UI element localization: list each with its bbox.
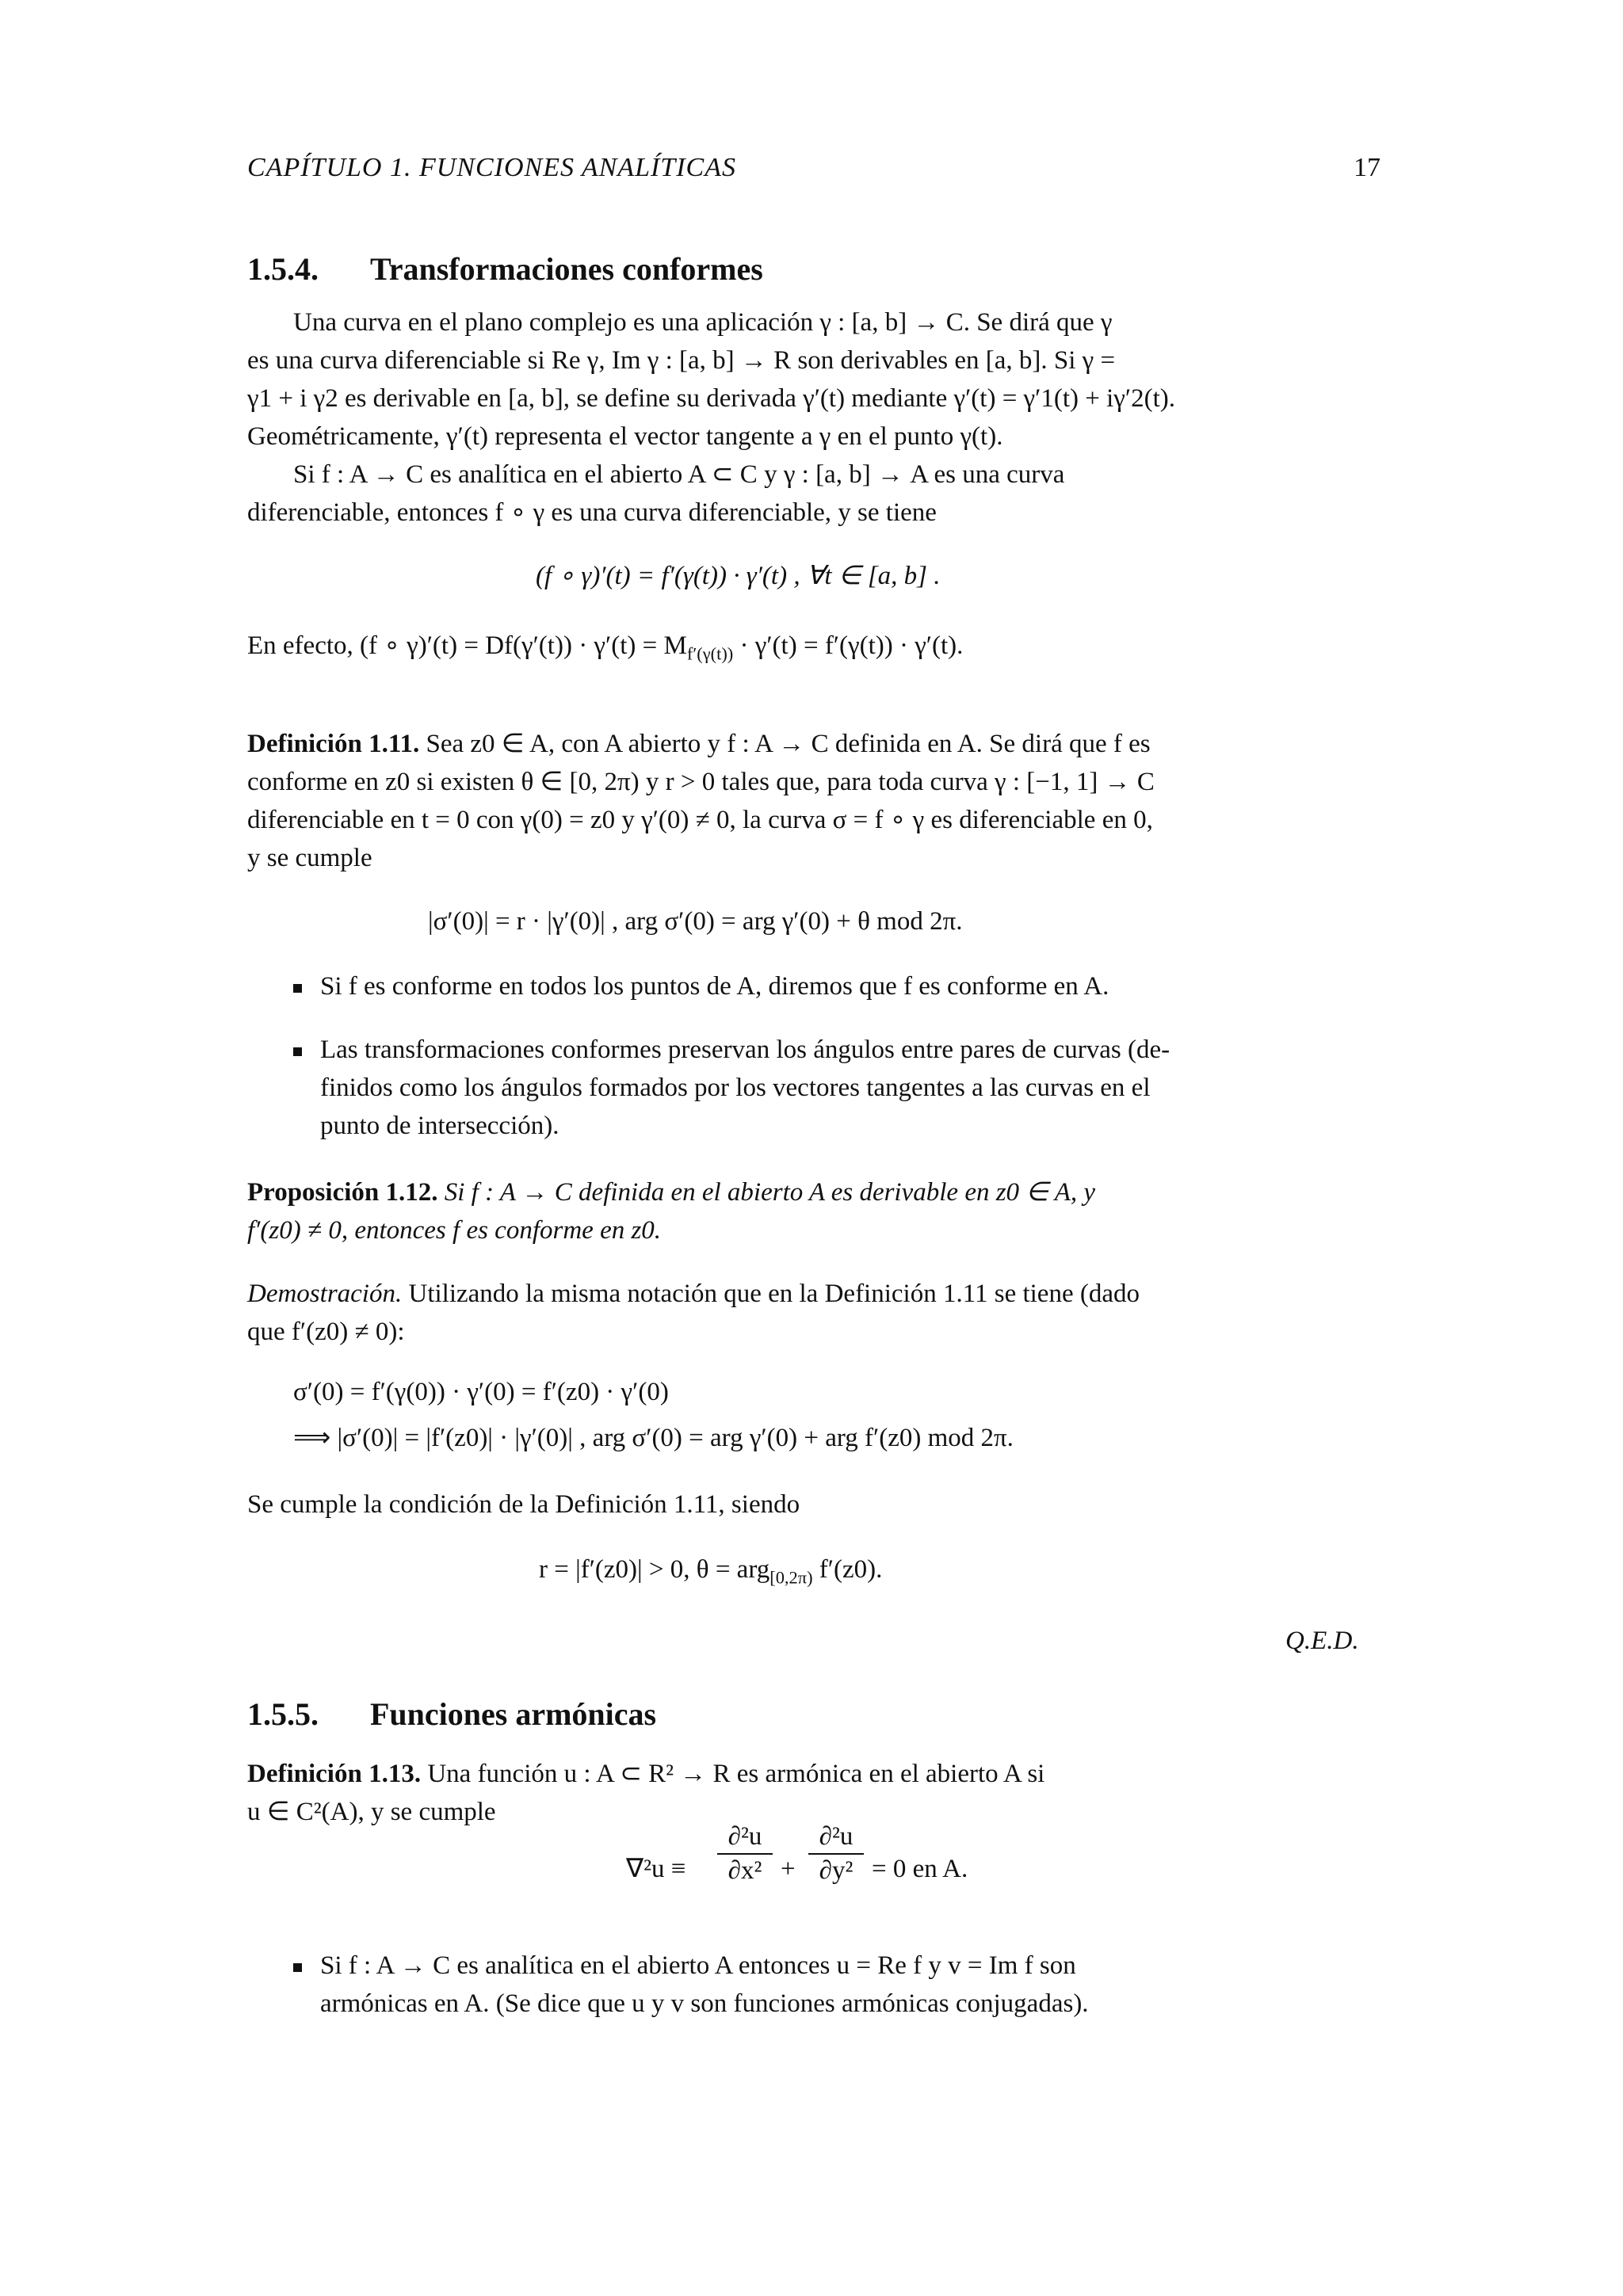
fraction-bar xyxy=(717,1853,773,1855)
proof-line: que f′(z0) ≠ 0): xyxy=(247,1318,405,1346)
section-title: Transformaciones conformes xyxy=(370,251,763,287)
fraction xyxy=(808,1822,864,1886)
equation-text: · γ′(t) = f′(γ(t)) · γ′(t). xyxy=(733,631,964,660)
definition-line: u ∈ C²(A), y se cumple xyxy=(247,1798,496,1826)
bullet-text: punto de intersección). xyxy=(320,1112,559,1140)
definition-line: diferenciable en t = 0 con γ(0) = z0 y γ′(0) ≠ 0, la curva σ = f ∘ γ es diferenciable en 0, xyxy=(247,806,1153,834)
proof-label: Demostración. xyxy=(247,1280,403,1308)
paragraph-line: γ1 + i γ2 es derivable en [a, b], se define su derivada γ′(t) mediante γ′(t) = γ′1(t) + iγ′2(t). xyxy=(247,384,1175,413)
equation-line xyxy=(247,631,963,662)
equation-subscript: [0,2π) xyxy=(769,1567,813,1588)
proof-equation: ⟹ |σ′(0)| = |f′(z0)| · |γ′(0)| , arg σ′(0) = arg γ′(0) + arg f′(z0) mod 2π. xyxy=(293,1424,1014,1452)
fraction-numerator: ∂²u xyxy=(819,1822,854,1851)
proof-equation xyxy=(539,1554,882,1586)
section-title: Funciones armónicas xyxy=(370,1696,657,1732)
bullet-text: armónicas en A. (Se dice que u y v son funciones armónicas conjugadas). xyxy=(320,1989,1089,2018)
qed-mark: Q.E.D. xyxy=(1285,1627,1359,1655)
definition-line: conforme en z0 si existen θ ∈ [0, 2π) y r > 0 tales que, para toda curva γ : [−1, 1] → C xyxy=(247,768,1155,796)
fraction-bar xyxy=(808,1853,864,1855)
paragraph-line: Geométricamente, γ′(t) representa el vector tangente a γ en el punto γ(t). xyxy=(247,422,1003,451)
definition-label: Definición 1.11. xyxy=(247,730,420,758)
definition-text: Una función u : A ⊂ R² → R es armónica en el abierto A si xyxy=(427,1760,1045,1788)
paragraph-line: Una curva en el plano complejo es una aplicación γ : [a, b] → C. Se dirá que γ xyxy=(293,308,1113,337)
proof-text: Utilizando la misma notación que en la Definición 1.11 se tiene (dado xyxy=(408,1280,1140,1308)
proposition-line: f′(z0) ≠ 0, entonces f es conforme en z0. xyxy=(247,1216,662,1245)
bullet-text: finidos como los ángulos formados por los vectores tangentes a las curvas en el xyxy=(320,1074,1151,1102)
proof-line xyxy=(247,1279,1140,1310)
definition-label: Definición 1.13. xyxy=(247,1760,422,1788)
bullet-marker xyxy=(293,1047,302,1056)
definition-text: Sea z0 ∈ A, con A abierto y f : A → C definida en A. Se dirá que f es xyxy=(426,730,1151,758)
laplace-lhs: ∇²u ≡ xyxy=(626,1855,686,1883)
section-number: 1.5.4. xyxy=(247,251,319,287)
definition-line xyxy=(247,1759,1044,1791)
proposition-label: Proposición 1.12. xyxy=(247,1178,438,1207)
display-equation: |σ′(0)| = r · |γ′(0)| , arg σ′(0) = arg γ′(0) + θ mod 2π. xyxy=(428,907,963,936)
paragraph-line: diferenciable, entonces f ∘ γ es una curva diferenciable, y se tiene xyxy=(247,498,937,527)
display-equation: (f ∘ γ)′(t) = f′(γ(t)) · γ′(t) , ∀t ∈ [a, b] . xyxy=(536,562,941,590)
section-number: 1.5.5. xyxy=(247,1696,319,1732)
proposition-line xyxy=(247,1177,1095,1209)
paragraph-line: es una curva diferenciable si Re γ, Im γ : [a, b] → R son derivables en [a, b]. Si γ = xyxy=(247,346,1116,375)
fraction-denominator: ∂y² xyxy=(819,1856,854,1885)
page-number: 17 xyxy=(1354,153,1381,182)
equation-text: f′(z0). xyxy=(812,1555,883,1584)
fraction-numerator: ∂²u xyxy=(727,1822,762,1851)
bullet-text: Las transformaciones conformes preservan los ángulos entre pares de curvas (de- xyxy=(320,1035,1170,1064)
proof-equation: σ′(0) = f′(γ(0)) · γ′(0) = f′(z0) · γ′(0) xyxy=(293,1378,669,1406)
bullet-marker xyxy=(293,984,302,993)
definition-line: y se cumple xyxy=(247,844,372,872)
plus-sign: + xyxy=(781,1855,796,1883)
running-header: CAPÍTULO 1. FUNCIONES ANALÍTICAS xyxy=(247,153,736,182)
paragraph-line: Si f : A → C es analítica en el abierto A ⊂ C y γ : [a, b] → A es una curva xyxy=(293,460,1065,489)
equation-subscript: f′(γ(t)) xyxy=(686,643,734,664)
bullet-marker xyxy=(293,1963,302,1972)
proof-line: Se cumple la condición de la Definición 1.11, siendo xyxy=(247,1490,800,1519)
bullet-text: Si f : A → C es analítica en el abierto A entonces u = Re f y v = Im f son xyxy=(320,1951,1076,1980)
fraction xyxy=(717,1822,773,1886)
equation-text: r = |f′(z0)| > 0, θ = arg xyxy=(539,1555,770,1584)
fraction-denominator: ∂x² xyxy=(727,1856,762,1885)
equation-text: En efecto, (f ∘ γ)′(t) = Df(γ′(t)) · γ′(t) = M xyxy=(247,631,687,660)
proposition-text: Si f : A → C definida en el abierto A es derivable en z0 ∈ A, y xyxy=(444,1178,1096,1207)
definition-line xyxy=(247,729,1151,761)
laplace-rhs: = 0 en A. xyxy=(872,1855,968,1883)
bullet-text: Si f es conforme en todos los puntos de A, diremos que f es conforme en A. xyxy=(320,972,1109,1001)
